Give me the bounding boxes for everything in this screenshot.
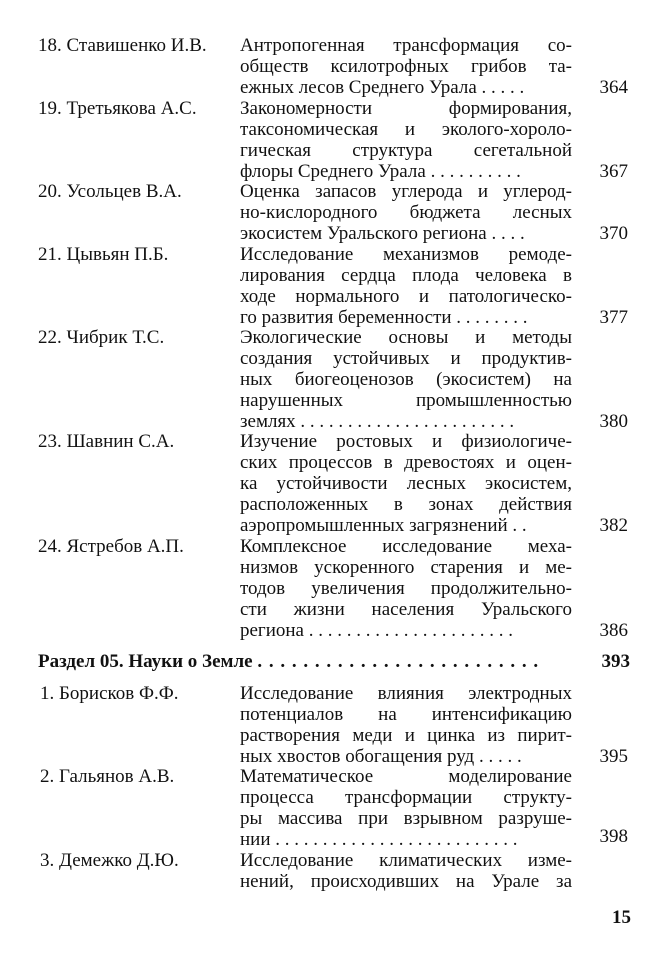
entry-title-line: лирования сердца плода человека в bbox=[240, 264, 572, 286]
entry-title-line: обществ ксилотрофных грибов та- bbox=[240, 55, 572, 77]
entry-page-number: 377 bbox=[599, 306, 628, 328]
entry-title-line: аэропромышленных загрязнений . . bbox=[240, 514, 527, 536]
entry-title-line: расположенных в зонах действия bbox=[240, 493, 572, 515]
entry-title bbox=[240, 99, 572, 183]
entry-title bbox=[240, 245, 572, 329]
entry-title bbox=[240, 684, 572, 768]
entry-author: 22. Чибрик Т.С. bbox=[38, 327, 165, 348]
entry-author: 3. Демежко Д.Ю. bbox=[40, 850, 179, 871]
entry-page-number: 367 bbox=[599, 160, 628, 182]
entry-title-line: гическая структура сегетальной bbox=[240, 139, 572, 161]
entry-title-line: Закономерности формирования, bbox=[240, 98, 572, 119]
entry-author: 23. Шавнин С.А. bbox=[38, 431, 175, 452]
entry-title-line: го развития беременности . . . . . . . . bbox=[240, 306, 528, 328]
entry-author: 20. Усольцев В.А. bbox=[38, 181, 182, 202]
section-page-number: 393 bbox=[601, 651, 630, 672]
page-folio-number: 15 bbox=[612, 907, 631, 928]
entry-page-number: 395 bbox=[599, 745, 628, 767]
entry-title-line: ских процессов в древостоях и оцен- bbox=[240, 451, 572, 473]
entry-page-number: 382 bbox=[599, 514, 628, 536]
entry-title-line: нарушенных промышленностью bbox=[240, 389, 572, 411]
entry-title-line: Антропогенная трансформация со- bbox=[240, 35, 572, 56]
entry-page-number: 398 bbox=[599, 826, 628, 847]
entry-title-line: Комплексное исследование меха- bbox=[240, 536, 572, 557]
entry-title-line: региона . . . . . . . . . . . . . . . . . . . . . . bbox=[240, 619, 513, 641]
entry-page-number: 364 bbox=[599, 76, 628, 98]
entry-title-line: нений, происходивших на Урале за bbox=[240, 870, 572, 892]
entry-title-line: ных биогеоценозов (экосистем) на bbox=[240, 368, 572, 390]
entry-title-line: ных хвостов обогащения руд . . . . . bbox=[240, 745, 522, 767]
entry-title-line: землях . . . . . . . . . . . . . . . . . . . . . . . bbox=[240, 410, 515, 432]
entry-author: 1. Борисков Ф.Ф. bbox=[40, 683, 179, 704]
entry-page-number: 380 bbox=[599, 410, 628, 432]
entry-title-line: ходе нормального и патологическо- bbox=[240, 285, 572, 307]
entry-title bbox=[240, 767, 572, 851]
entry-title-line: ка устойчивости лесных экосистем, bbox=[240, 472, 572, 494]
entry-title bbox=[240, 851, 572, 893]
entry-title-line: ры массива при взрывном разруше- bbox=[240, 807, 572, 829]
entry-title-line: ежных лесов Среднего Урала . . . . . bbox=[240, 76, 525, 98]
section-heading bbox=[38, 651, 630, 673]
entry-title bbox=[240, 537, 572, 642]
section-leader-dots: . . . . . . . . . . . . . . . . . . . . . . . . . bbox=[257, 651, 540, 672]
entry-author: 24. Ястребов А.П. bbox=[38, 536, 184, 557]
entry-title-line: растворения меди и цинка из пирит- bbox=[240, 724, 572, 746]
entry-title-line: но-кислородного бюджета лесных bbox=[240, 201, 572, 223]
entry-title bbox=[240, 36, 572, 99]
entry-title bbox=[240, 432, 572, 537]
entry-title-line: Экологические основы и методы bbox=[240, 327, 572, 348]
entry-title-line: Оценка запасов углерода и углерод- bbox=[240, 181, 572, 202]
entry-title-line: Исследование механизмов ремоде- bbox=[240, 244, 572, 265]
entry-author: 18. Ставишенко И.В. bbox=[38, 35, 207, 56]
entry-title-line: флоры Среднего Урала . . . . . . . . . . bbox=[240, 160, 521, 182]
entry-title-line: Исследование влияния электродных bbox=[240, 683, 572, 704]
entry-title-line: создания устойчивых и продуктив- bbox=[240, 347, 572, 369]
entry-title-line: Изучение ростовых и физиологиче- bbox=[240, 431, 572, 452]
entry-title-line: низмов ускоренного старения и ме- bbox=[240, 556, 572, 578]
entry-page-number: 386 bbox=[599, 619, 628, 641]
entry-author: 2. Гальянов А.В. bbox=[40, 766, 175, 787]
section-title: Раздел 05. Науки о Земле bbox=[38, 651, 253, 672]
entry-title-line: процесса трансформации структу- bbox=[240, 786, 572, 808]
entry-title-line: таксономическая и эколого-хороло- bbox=[240, 118, 572, 140]
entry-title-line: Математическое моделирование bbox=[240, 766, 572, 787]
entry-title-line: потенциалов на интенсификацию bbox=[240, 703, 572, 725]
entry-author: 21. Цывьян П.Б. bbox=[38, 244, 169, 265]
entry-title-line: экосистем Уральского региона . . . . bbox=[240, 222, 525, 244]
entry-title-line: тодов увеличения продолжительно- bbox=[240, 577, 572, 599]
entry-page-number: 370 bbox=[599, 222, 628, 244]
entry-author: 19. Третьякова А.С. bbox=[38, 98, 197, 119]
entry-title-line: нии . . . . . . . . . . . . . . . . . . . . . . . . . . bbox=[240, 828, 518, 850]
entry-title bbox=[240, 182, 572, 245]
entry-title bbox=[240, 328, 572, 433]
entry-title-line: Исследование климатических изме- bbox=[240, 850, 572, 871]
entry-title-line: сти жизни населения Уральского bbox=[240, 598, 572, 620]
